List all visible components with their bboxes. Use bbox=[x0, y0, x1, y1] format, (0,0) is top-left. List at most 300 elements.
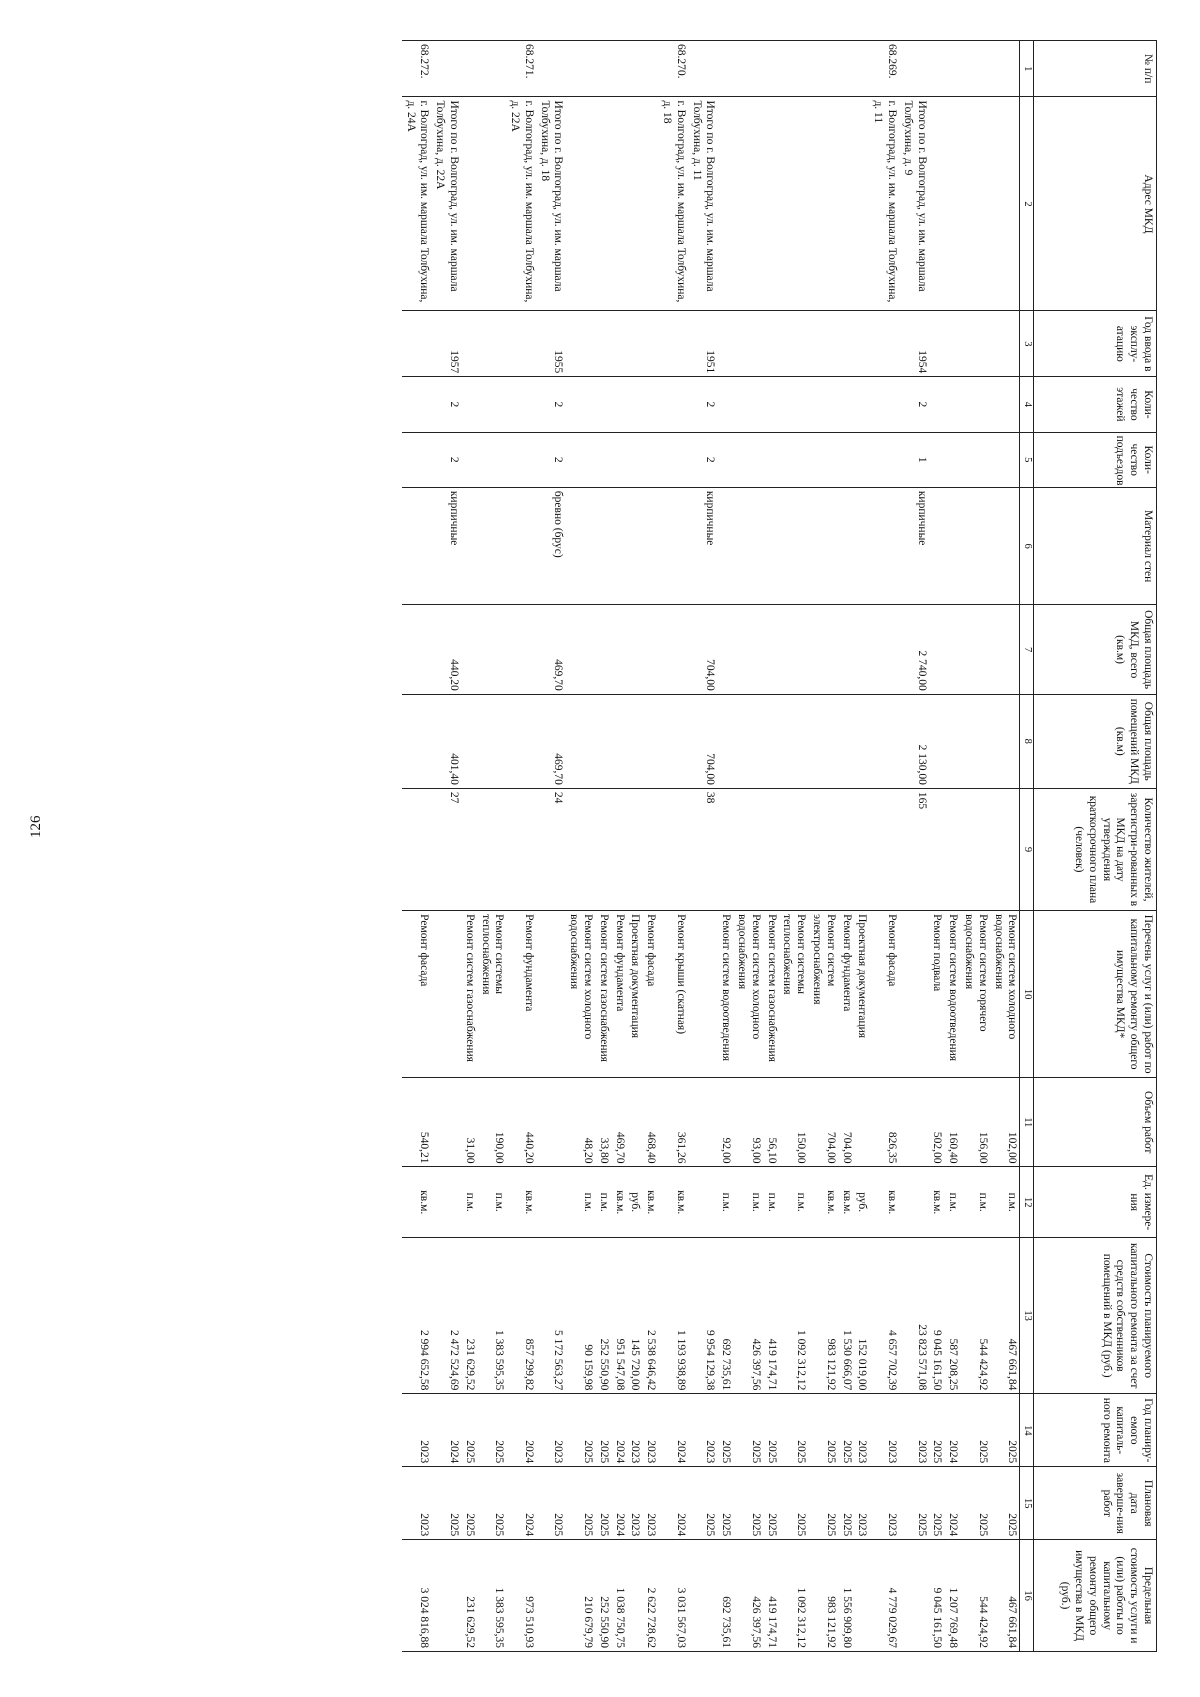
completion-date-cell: 2025 bbox=[808, 1467, 838, 1540]
work-description-cell bbox=[431, 911, 461, 1078]
residents-cell bbox=[658, 788, 688, 910]
commissioning-year-cell: 1955 bbox=[536, 311, 566, 377]
total-area-cell bbox=[990, 605, 1020, 694]
total-area-cell bbox=[658, 605, 688, 694]
wall-material-cell bbox=[990, 487, 1020, 605]
wall-material-cell bbox=[566, 487, 596, 605]
repair-year-cell: 2023 bbox=[627, 1394, 643, 1467]
work-description-cell: Ремонт систем холодного водоснабжения bbox=[990, 911, 1020, 1078]
work-volume-cell: 33,80 bbox=[595, 1078, 611, 1167]
commissioning-year-cell: 1954 bbox=[899, 311, 929, 377]
row-number-cell bbox=[854, 41, 870, 97]
address-cell bbox=[477, 97, 507, 311]
completion-date-cell: 2023 bbox=[642, 1467, 658, 1540]
header-cell: Год ввода в эксплу-атацию bbox=[1034, 311, 1157, 377]
max-cost-cell: 9 045 161,50 bbox=[929, 1540, 945, 1652]
entrances-cell bbox=[611, 432, 627, 487]
address-cell bbox=[854, 97, 870, 311]
row-number-cell bbox=[838, 41, 854, 97]
wall-material-cell bbox=[854, 487, 870, 605]
floors-cell bbox=[611, 377, 627, 432]
unit-cell: кв.м. bbox=[658, 1167, 688, 1238]
floors-cell bbox=[627, 377, 643, 432]
premises-area-cell bbox=[566, 694, 596, 788]
total-area-cell bbox=[627, 605, 643, 694]
planned-cost-cell: 1 193 938,89 bbox=[658, 1237, 688, 1393]
commissioning-year-cell bbox=[566, 311, 596, 377]
repair-year-cell: 2023 bbox=[402, 1394, 432, 1467]
floors-cell bbox=[960, 377, 990, 432]
wall-material-cell bbox=[627, 487, 643, 605]
header-cell: Стоимость планируемого капитального ремонта за счет средств собственников помещений в МКД (руб.) bbox=[1034, 1237, 1157, 1393]
residents-cell bbox=[838, 788, 854, 910]
planned-cost-cell: 1 383 595,35 bbox=[477, 1237, 507, 1393]
work-volume-cell bbox=[536, 1078, 566, 1167]
premises-area-cell bbox=[595, 694, 611, 788]
entrances-cell bbox=[779, 432, 809, 487]
wall-material-cell: бревно (брус) bbox=[536, 487, 566, 605]
table-row bbox=[929, 41, 945, 1652]
address-cell bbox=[838, 97, 854, 311]
completion-date-cell: 2025 bbox=[431, 1467, 461, 1540]
wall-material-cell bbox=[658, 487, 688, 605]
residents-cell bbox=[733, 788, 763, 910]
address-cell bbox=[779, 97, 809, 311]
floors-cell bbox=[838, 377, 854, 432]
completion-date-cell: 2025 bbox=[929, 1467, 945, 1540]
total-area-cell bbox=[944, 605, 960, 694]
commissioning-year-cell bbox=[854, 311, 870, 377]
column-number: 13 bbox=[1020, 1237, 1034, 1393]
repair-year-cell: 2025 bbox=[595, 1394, 611, 1467]
entrances-cell bbox=[960, 432, 990, 487]
completion-date-cell: 2025 bbox=[688, 1467, 718, 1540]
max-cost-cell: 973 510,93 bbox=[506, 1540, 536, 1652]
planned-cost-cell: 2 994 652,58 bbox=[402, 1237, 432, 1393]
completion-date-cell: 2023 bbox=[869, 1467, 899, 1540]
completion-date-cell: 2025 bbox=[595, 1467, 611, 1540]
max-cost-cell: 252 550,90 bbox=[595, 1540, 611, 1652]
floors-cell bbox=[779, 377, 809, 432]
entrances-cell bbox=[461, 432, 477, 487]
column-number: 16 bbox=[1020, 1540, 1034, 1652]
address-cell bbox=[733, 97, 763, 311]
completion-date-cell: 2025 bbox=[733, 1467, 763, 1540]
row-number-cell bbox=[960, 41, 990, 97]
max-cost-cell bbox=[536, 1540, 566, 1652]
work-description-cell: Ремонт систем холодного водоснабжения bbox=[566, 911, 596, 1078]
total-area-cell: 704,00 bbox=[688, 605, 718, 694]
work-description-cell: Ремонт систем газоснабжения bbox=[595, 911, 611, 1078]
planned-cost-cell: 231 629,52 bbox=[461, 1237, 477, 1393]
column-number: 5 bbox=[1020, 432, 1034, 487]
work-volume-cell: 156,00 bbox=[960, 1078, 990, 1167]
header-cell: Адрес МКД bbox=[1034, 97, 1157, 311]
completion-date-cell: 2024 bbox=[944, 1467, 960, 1540]
wall-material-cell bbox=[929, 487, 945, 605]
address-cell bbox=[960, 97, 990, 311]
unit-cell: п.м. bbox=[779, 1167, 809, 1238]
work-description-cell: Проектная документация bbox=[627, 911, 643, 1078]
floors-cell: 2 bbox=[899, 377, 929, 432]
work-description-cell: Ремонт фасада bbox=[869, 911, 899, 1078]
premises-area-cell bbox=[960, 694, 990, 788]
row-number-cell bbox=[944, 41, 960, 97]
commissioning-year-cell bbox=[506, 311, 536, 377]
floors-cell bbox=[595, 377, 611, 432]
unit-cell bbox=[899, 1167, 929, 1238]
entrances-cell bbox=[929, 432, 945, 487]
entrances-cell: 1 bbox=[899, 432, 929, 487]
residents-cell: 27 bbox=[431, 788, 461, 910]
completion-date-cell: 2025 bbox=[990, 1467, 1020, 1540]
table-row bbox=[838, 41, 854, 1652]
total-area-cell: 440,20 bbox=[431, 605, 461, 694]
commissioning-year-cell bbox=[990, 311, 1020, 377]
repair-year-cell: 2023 bbox=[688, 1394, 718, 1467]
repair-year-cell: 2023 bbox=[642, 1394, 658, 1467]
table-row bbox=[899, 41, 929, 1652]
header-cell: Количество жителей, зарегистри-рованных в МКД на дату утверждения краткосрочного плана (человек) bbox=[1034, 788, 1157, 910]
address-cell bbox=[717, 97, 733, 311]
row-number-cell bbox=[990, 41, 1020, 97]
planned-cost-cell: 4 657 702,39 bbox=[869, 1237, 899, 1393]
total-area-cell bbox=[763, 605, 779, 694]
total-area-cell bbox=[808, 605, 838, 694]
entrances-cell bbox=[506, 432, 536, 487]
floors-cell bbox=[506, 377, 536, 432]
floors-cell: 2 bbox=[688, 377, 718, 432]
unit-cell bbox=[536, 1167, 566, 1238]
total-area-cell: 469,70 bbox=[536, 605, 566, 694]
residents-cell bbox=[402, 788, 432, 910]
premises-area-cell bbox=[929, 694, 945, 788]
planned-cost-cell: 2 472 524,69 bbox=[431, 1237, 461, 1393]
planned-cost-cell: 587 208,25 bbox=[944, 1237, 960, 1393]
total-area-cell bbox=[477, 605, 507, 694]
work-volume-cell: 48,20 bbox=[566, 1078, 596, 1167]
row-number-cell bbox=[808, 41, 838, 97]
wall-material-cell bbox=[477, 487, 507, 605]
wall-material-cell bbox=[838, 487, 854, 605]
floors-cell bbox=[854, 377, 870, 432]
completion-date-cell: 2025 bbox=[763, 1467, 779, 1540]
address-cell bbox=[642, 97, 658, 311]
work-volume-cell bbox=[688, 1078, 718, 1167]
wall-material-cell bbox=[461, 487, 477, 605]
row-number-cell bbox=[642, 41, 658, 97]
wall-material-cell bbox=[717, 487, 733, 605]
unit-cell: кв.м. bbox=[808, 1167, 838, 1238]
header-cell: Год планиру-емого капиталь-ного ремонта bbox=[1034, 1394, 1157, 1467]
work-description-cell: Ремонт фасада bbox=[642, 911, 658, 1078]
row-number-cell bbox=[717, 41, 733, 97]
table-row bbox=[717, 41, 733, 1652]
completion-date-cell: 2025 bbox=[899, 1467, 929, 1540]
table-row bbox=[595, 41, 611, 1652]
total-area-cell bbox=[779, 605, 809, 694]
premises-area-cell bbox=[944, 694, 960, 788]
total-area-cell bbox=[717, 605, 733, 694]
table-row bbox=[854, 41, 870, 1652]
table-row bbox=[808, 41, 838, 1652]
commissioning-year-cell bbox=[808, 311, 838, 377]
unit-cell: п.м. bbox=[960, 1167, 990, 1238]
total-area-cell bbox=[595, 605, 611, 694]
planned-cost-cell: 1 092 312,12 bbox=[779, 1237, 809, 1393]
commissioning-year-cell bbox=[944, 311, 960, 377]
unit-cell: кв.м. bbox=[869, 1167, 899, 1238]
repair-year-cell: 2025 bbox=[960, 1394, 990, 1467]
repair-year-cell: 2025 bbox=[461, 1394, 477, 1467]
planned-cost-cell: 90 159,98 bbox=[566, 1237, 596, 1393]
table-row bbox=[611, 41, 627, 1652]
address-cell bbox=[611, 97, 627, 311]
planned-cost-cell: 9 954 129,38 bbox=[688, 1237, 718, 1393]
entrances-cell bbox=[854, 432, 870, 487]
max-cost-cell: 467 661,84 bbox=[990, 1540, 1020, 1652]
max-cost-cell bbox=[854, 1540, 870, 1652]
work-volume-cell: 102,00 bbox=[990, 1078, 1020, 1167]
address-cell: г. Волгоград, ул. им. маршала Толбухина, д. 18 bbox=[658, 97, 688, 311]
max-cost-cell: 4 779 029,67 bbox=[869, 1540, 899, 1652]
commissioning-year-cell bbox=[869, 311, 899, 377]
work-volume-cell: 826,35 bbox=[869, 1078, 899, 1167]
column-number: 11 bbox=[1020, 1078, 1034, 1167]
repair-year-cell: 2024 bbox=[431, 1394, 461, 1467]
commissioning-year-cell bbox=[733, 311, 763, 377]
work-description-cell: Ремонт систем электроснабжения bbox=[808, 911, 838, 1078]
residents-cell bbox=[869, 788, 899, 910]
premises-area-cell bbox=[642, 694, 658, 788]
wall-material-cell bbox=[733, 487, 763, 605]
repair-year-cell: 2024 bbox=[506, 1394, 536, 1467]
table-row bbox=[990, 41, 1020, 1652]
work-volume-cell: 150,00 bbox=[779, 1078, 809, 1167]
residents-cell bbox=[929, 788, 945, 910]
table-row bbox=[477, 41, 507, 1652]
capital-repair-table bbox=[402, 40, 1157, 1652]
total-area-cell bbox=[960, 605, 990, 694]
work-volume-cell: 468,40 bbox=[642, 1078, 658, 1167]
repair-year-cell: 2024 bbox=[658, 1394, 688, 1467]
repair-year-cell: 2025 bbox=[763, 1394, 779, 1467]
unit-cell bbox=[431, 1167, 461, 1238]
max-cost-cell: 544 424,92 bbox=[960, 1540, 990, 1652]
work-description-cell: Ремонт фундамента bbox=[611, 911, 627, 1078]
max-cost-cell: 983 121,92 bbox=[808, 1540, 838, 1652]
wall-material-cell: кирпичные bbox=[899, 487, 929, 605]
total-area-cell bbox=[642, 605, 658, 694]
max-cost-cell: 692 735,61 bbox=[717, 1540, 733, 1652]
column-number: 15 bbox=[1020, 1467, 1034, 1540]
header-row bbox=[1034, 41, 1157, 1652]
repair-year-cell: 2025 bbox=[808, 1394, 838, 1467]
work-volume-cell bbox=[854, 1078, 870, 1167]
total-area-cell bbox=[869, 605, 899, 694]
commissioning-year-cell bbox=[461, 311, 477, 377]
row-number-cell bbox=[688, 41, 718, 97]
entrances-cell bbox=[808, 432, 838, 487]
work-volume-cell: 469,70 bbox=[611, 1078, 627, 1167]
unit-cell: кв.м. bbox=[929, 1167, 945, 1238]
repair-year-cell: 2025 bbox=[566, 1394, 596, 1467]
work-volume-cell bbox=[899, 1078, 929, 1167]
premises-area-cell bbox=[869, 694, 899, 788]
commissioning-year-cell: 1951 bbox=[688, 311, 718, 377]
repair-year-cell: 2025 bbox=[717, 1394, 733, 1467]
address-cell bbox=[566, 97, 596, 311]
completion-date-cell: 2025 bbox=[461, 1467, 477, 1540]
wall-material-cell: кирпичные bbox=[688, 487, 718, 605]
floors-cell bbox=[461, 377, 477, 432]
residents-cell bbox=[627, 788, 643, 910]
planned-cost-cell: 983 121,92 bbox=[808, 1237, 838, 1393]
max-cost-cell bbox=[627, 1540, 643, 1652]
row-number-cell bbox=[566, 41, 596, 97]
unit-cell: кв.м. bbox=[611, 1167, 627, 1238]
unit-cell: п.м. bbox=[717, 1167, 733, 1238]
table-row bbox=[536, 41, 566, 1652]
unit-cell: п.м. bbox=[944, 1167, 960, 1238]
wall-material-cell: кирпичные bbox=[431, 487, 461, 605]
unit-cell: п.м. bbox=[461, 1167, 477, 1238]
table-row bbox=[461, 41, 477, 1652]
header-cell: № п/п bbox=[1034, 41, 1157, 97]
residents-cell bbox=[461, 788, 477, 910]
max-cost-cell: 231 629,52 bbox=[461, 1540, 477, 1652]
planned-cost-cell: 951 547,08 bbox=[611, 1237, 627, 1393]
work-volume-cell: 56,10 bbox=[763, 1078, 779, 1167]
work-description-cell: Ремонт крыши (скатная) bbox=[658, 911, 688, 1078]
column-number: 7 bbox=[1020, 605, 1034, 694]
work-description-cell: Ремонт фундамента bbox=[506, 911, 536, 1078]
premises-area-cell bbox=[627, 694, 643, 788]
repair-year-cell: 2024 bbox=[944, 1394, 960, 1467]
header-cell: Коли-чество подъездов bbox=[1034, 432, 1157, 487]
column-number: 4 bbox=[1020, 377, 1034, 432]
unit-cell: кв.м. bbox=[642, 1167, 658, 1238]
floors-cell bbox=[717, 377, 733, 432]
address-cell bbox=[461, 97, 477, 311]
work-volume-cell bbox=[431, 1078, 461, 1167]
header-cell: Ед. измере-ния bbox=[1034, 1167, 1157, 1238]
total-area-cell bbox=[929, 605, 945, 694]
entrances-cell bbox=[733, 432, 763, 487]
row-number-cell bbox=[477, 41, 507, 97]
work-volume-cell: 440,20 bbox=[506, 1078, 536, 1167]
repair-year-cell: 2025 bbox=[929, 1394, 945, 1467]
work-volume-cell: 361,26 bbox=[658, 1078, 688, 1167]
row-number-cell: 68.272. bbox=[402, 41, 432, 97]
total-area-cell bbox=[566, 605, 596, 694]
entrances-cell bbox=[763, 432, 779, 487]
floors-cell bbox=[642, 377, 658, 432]
residents-cell bbox=[642, 788, 658, 910]
work-description-cell: Ремонт систем водоотведения bbox=[944, 911, 960, 1078]
planned-cost-cell: 145 720,00 bbox=[627, 1237, 643, 1393]
address-cell: Итого по г. Волгоград, ул. им. маршала Толбухина, д. 11 bbox=[688, 97, 718, 311]
table-row bbox=[627, 41, 643, 1652]
table-row bbox=[779, 41, 809, 1652]
row-number-cell bbox=[611, 41, 627, 97]
column-number: 1 bbox=[1020, 41, 1034, 97]
unit-cell: кв.м. bbox=[838, 1167, 854, 1238]
work-description-cell: Ремонт систем газоснабжения bbox=[461, 911, 477, 1078]
table-row bbox=[642, 41, 658, 1652]
header-cell: Плановая дата заверше-ния работ bbox=[1034, 1467, 1157, 1540]
column-number: 6 bbox=[1020, 487, 1034, 605]
work-volume-cell bbox=[627, 1078, 643, 1167]
max-cost-cell: 426 397,56 bbox=[733, 1540, 763, 1652]
work-volume-cell: 190,00 bbox=[477, 1078, 507, 1167]
premises-area-cell bbox=[658, 694, 688, 788]
address-cell: Итого по г. Волгоград, ул. им. маршала Толбухина, д. 9 bbox=[899, 97, 929, 311]
work-description-cell: Проектная документация bbox=[854, 911, 870, 1078]
row-number-cell bbox=[461, 41, 477, 97]
work-description-cell bbox=[688, 911, 718, 1078]
commissioning-year-cell bbox=[717, 311, 733, 377]
residents-cell bbox=[763, 788, 779, 910]
premises-area-cell bbox=[611, 694, 627, 788]
row-number-cell bbox=[763, 41, 779, 97]
residents-cell bbox=[477, 788, 507, 910]
premises-area-cell: 2 130,00 bbox=[899, 694, 929, 788]
row-number-cell: 68.270. bbox=[658, 41, 688, 97]
page-number: 126 bbox=[28, 815, 44, 838]
entrances-cell bbox=[944, 432, 960, 487]
max-cost-cell: 1 038 750,75 bbox=[611, 1540, 627, 1652]
entrances-cell bbox=[595, 432, 611, 487]
max-cost-cell bbox=[431, 1540, 461, 1652]
work-description-cell: Ремонт подвала bbox=[929, 911, 945, 1078]
wall-material-cell bbox=[944, 487, 960, 605]
completion-date-cell: 2025 bbox=[838, 1467, 854, 1540]
residents-cell bbox=[595, 788, 611, 910]
commissioning-year-cell bbox=[929, 311, 945, 377]
total-area-cell bbox=[611, 605, 627, 694]
header-cell: Общая площадь МКД, всего (кв.м) bbox=[1034, 605, 1157, 694]
address-cell bbox=[929, 97, 945, 311]
unit-cell: п.м. bbox=[763, 1167, 779, 1238]
repair-year-cell: 2025 bbox=[779, 1394, 809, 1467]
row-number-cell bbox=[899, 41, 929, 97]
work-volume-cell: 93,00 bbox=[733, 1078, 763, 1167]
commissioning-year-cell bbox=[477, 311, 507, 377]
premises-area-cell bbox=[733, 694, 763, 788]
total-area-cell bbox=[461, 605, 477, 694]
work-description-cell: Ремонт фундамента bbox=[838, 911, 854, 1078]
repair-year-cell: 2023 bbox=[854, 1394, 870, 1467]
residents-cell: 24 bbox=[536, 788, 566, 910]
work-description-cell: Ремонт фасада bbox=[402, 911, 432, 1078]
entrances-cell bbox=[838, 432, 854, 487]
entrances-cell: 2 bbox=[688, 432, 718, 487]
header-cell: Общая площадь помещений МКД (кв.м) bbox=[1034, 694, 1157, 788]
repair-year-cell: 2025 bbox=[838, 1394, 854, 1467]
address-cell bbox=[808, 97, 838, 311]
floors-cell bbox=[944, 377, 960, 432]
premises-area-cell: 401,40 bbox=[431, 694, 461, 788]
address-cell bbox=[595, 97, 611, 311]
unit-cell: п.м. bbox=[990, 1167, 1020, 1238]
floors-cell bbox=[477, 377, 507, 432]
wall-material-cell bbox=[763, 487, 779, 605]
planned-cost-cell: 152 019,00 bbox=[854, 1237, 870, 1393]
residents-cell bbox=[611, 788, 627, 910]
total-area-cell bbox=[506, 605, 536, 694]
max-cost-cell: 3 024 816,88 bbox=[402, 1540, 432, 1652]
